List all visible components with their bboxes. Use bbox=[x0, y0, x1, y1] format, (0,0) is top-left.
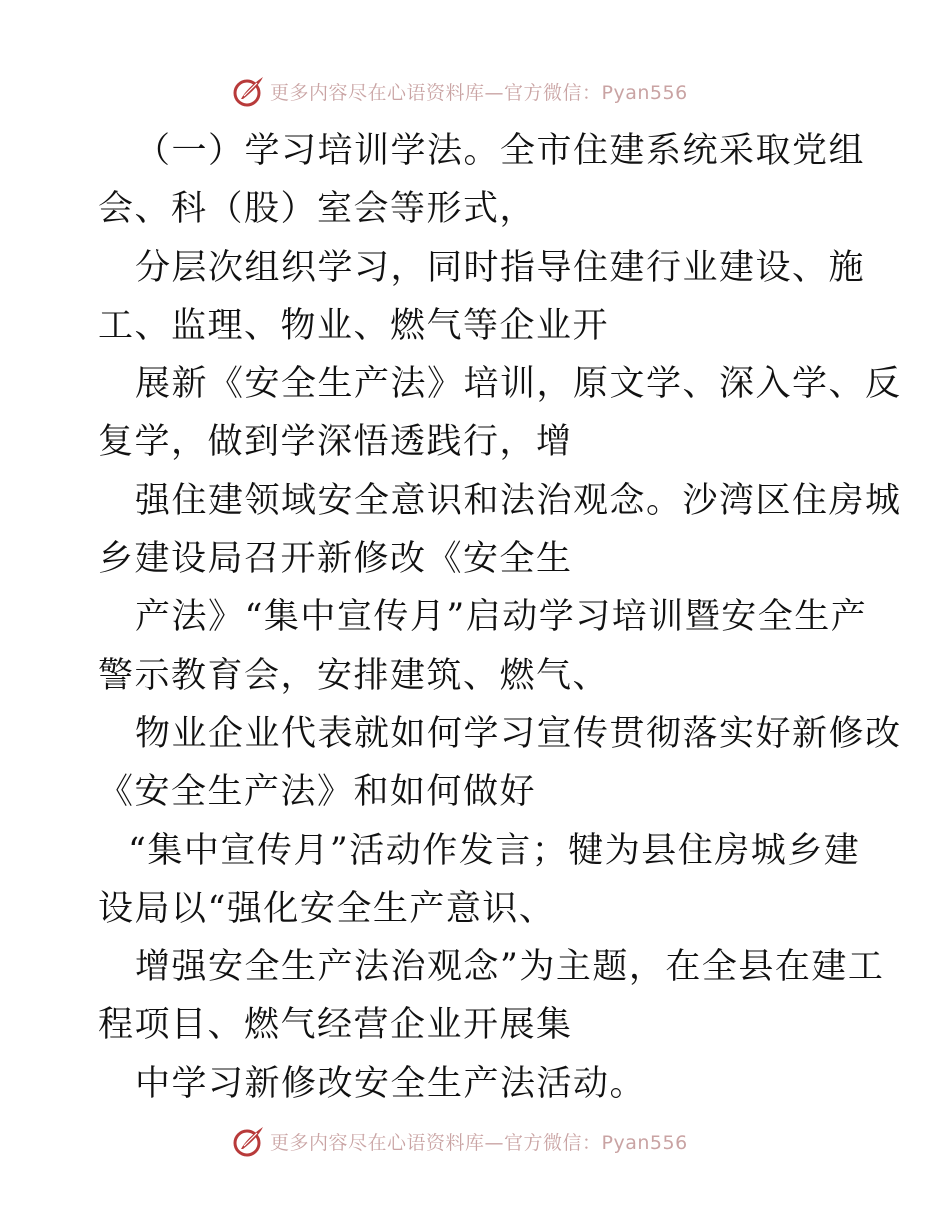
text-line: 增强安全生产法治观念”为主题，在全县在建工 bbox=[135, 947, 885, 988]
text-line: 程项目、燃气经营企业开展集 bbox=[98, 1005, 573, 1046]
text-line: 产法》“集中宣传月”启动学习培训暨安全生产 bbox=[135, 597, 868, 638]
feather-pen-seal-logo bbox=[232, 74, 266, 108]
text-line: 中学习新修改安全生产法活动。 bbox=[135, 1063, 647, 1104]
text-line: 《安全生产法》和如何做好 bbox=[98, 772, 537, 813]
text-line: （一）学习培训学法。全市住建系统采取党组 bbox=[135, 131, 866, 171]
watermark-text: 更多内容尽在心语资料库—官方微信：Pyan556 bbox=[270, 1131, 688, 1154]
text-line: “集中宣传月”活动作发言；犍为县住房城乡建 bbox=[128, 830, 861, 871]
text-line: 物业企业代表就如何学习宣传贯彻落实好新修改 bbox=[135, 713, 902, 754]
text-line: 会、科（股）室会等形式， bbox=[98, 189, 537, 230]
feather-pen-seal-logo bbox=[232, 1124, 266, 1158]
header-watermark bbox=[232, 72, 688, 110]
text-line: 分层次组织学习，同时指导住建行业建设、施 bbox=[135, 247, 866, 288]
body-paragraph bbox=[98, 122, 902, 1113]
text-line: 复学，做到学深悟透践行，增 bbox=[98, 422, 573, 463]
text-line: 警示教育会，安排建筑、燃气、 bbox=[98, 655, 610, 696]
text-line: 工、监理、物业、燃气等企业开 bbox=[98, 305, 610, 346]
text-line: 强住建领域安全意识和法治观念。沙湾区住房城 bbox=[135, 480, 902, 521]
text-line: 乡建设局召开新修改《安全生 bbox=[98, 539, 573, 580]
footer-watermark bbox=[232, 1122, 688, 1160]
text-line: 展新《安全生产法》培训，原文学、深入学、反 bbox=[135, 364, 902, 405]
watermark-text: 更多内容尽在心语资料库—官方微信：Pyan556 bbox=[270, 81, 688, 104]
text-line: 设局以“强化安全生产意识、 bbox=[98, 888, 556, 929]
